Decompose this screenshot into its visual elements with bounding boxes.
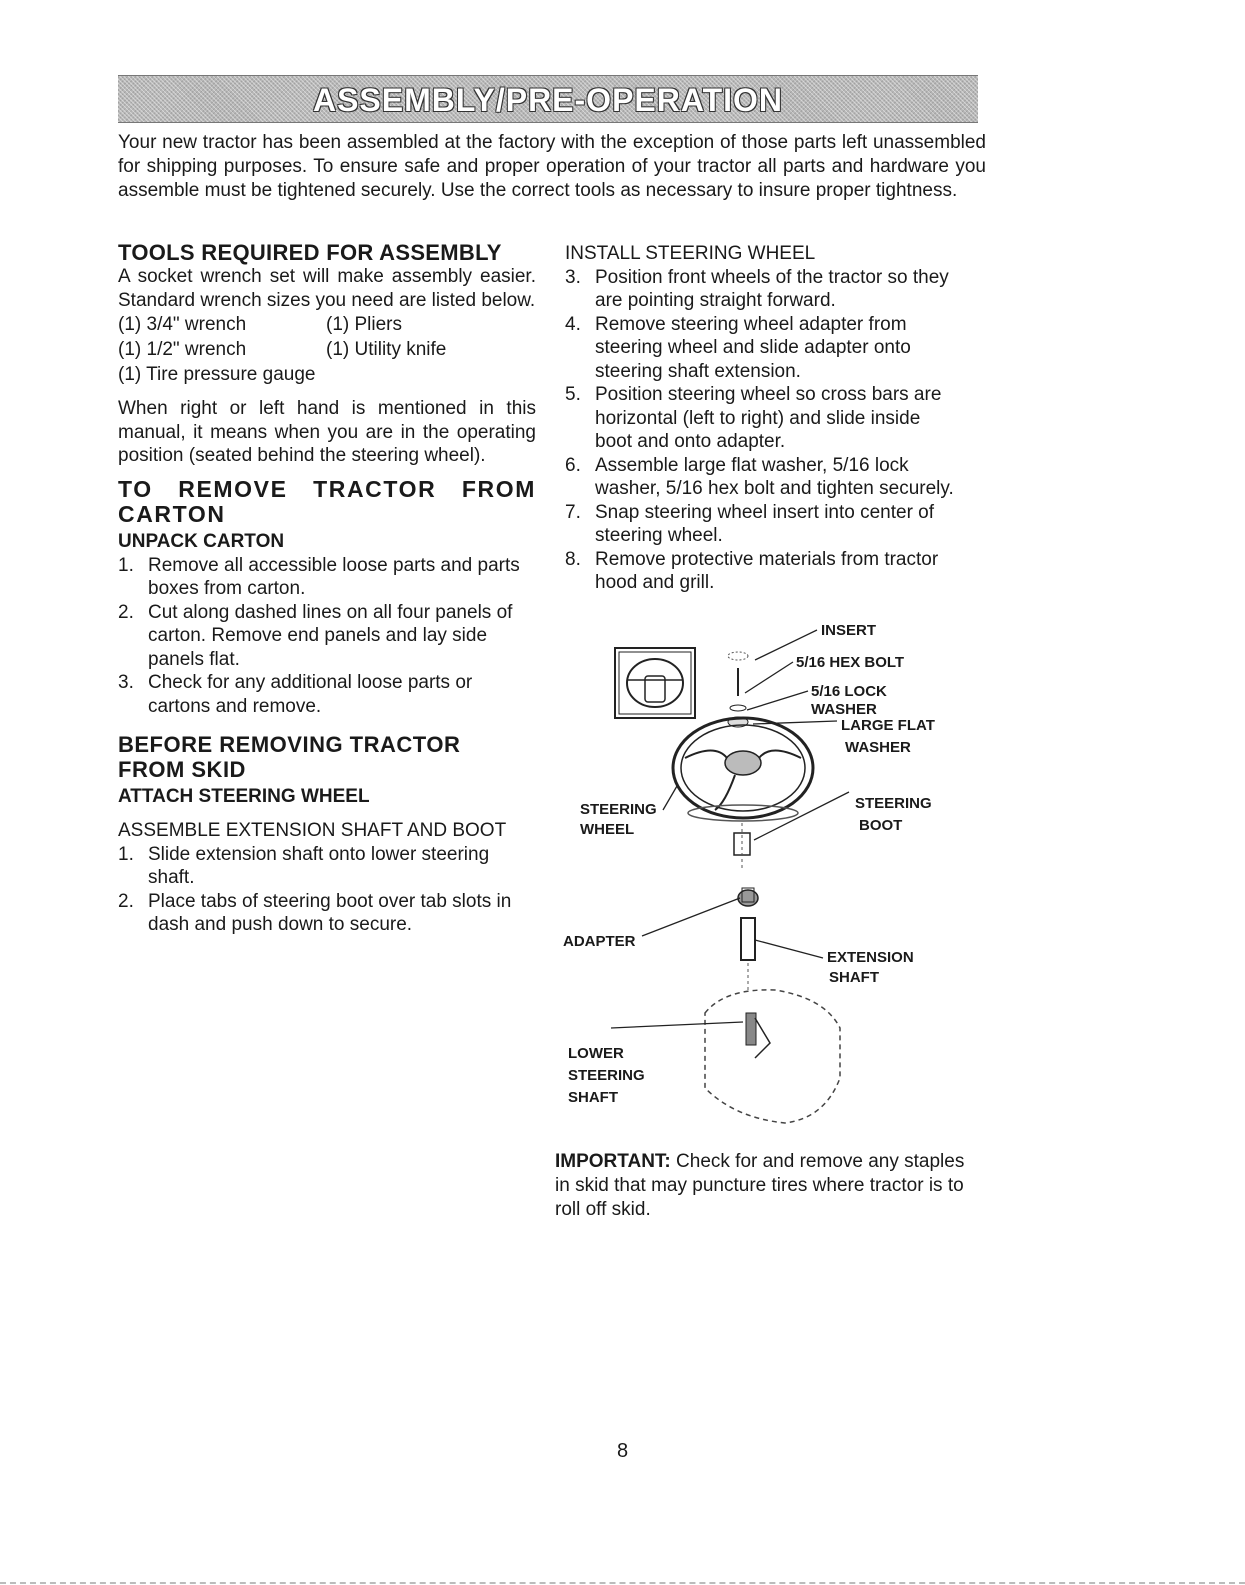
step-number: 2. — [118, 890, 134, 912]
step-text: Position steering wheel so cross bars are horizontal (left to right) and slide inside boot and onto adapter. — [595, 384, 942, 452]
label-lock-washer: 5/16 LOCK — [811, 683, 887, 700]
step-number: 1. — [118, 843, 134, 865]
unpack-subheading: UNPACK CARTON — [118, 530, 285, 552]
tool-item: (1) Pliers — [326, 314, 403, 335]
unpack-steps — [118, 554, 536, 719]
label-lock-washer-2: WASHER — [811, 701, 877, 718]
step-text: Check for any additional loose parts or cartons and remove. — [148, 672, 473, 717]
list-item — [118, 671, 536, 718]
step-number: 8. — [565, 548, 581, 570]
install-heading: INSTALL STEERING WHEEL — [565, 243, 816, 264]
list-item — [565, 266, 960, 313]
tools-list — [118, 312, 536, 387]
hand-note: When right or left hand is mentioned in this manual, it means when you are in the operating position (seated behind the steering wheel). — [118, 398, 536, 466]
step-number: 1. — [118, 554, 134, 576]
steering-wheel-icon — [673, 718, 813, 818]
banner-title: ASSEMBLY/PRE-OPERATION — [312, 82, 784, 118]
tools-heading: TOOLS REQUIRED FOR ASSEMBLY — [118, 240, 502, 265]
tools-text: A socket wrench set will make assembly easier. Standard wrench sizes you need are listed below. — [118, 266, 536, 311]
label-extension-shaft: EXTENSION — [827, 949, 914, 966]
extension-heading: ASSEMBLE EXTENSION SHAFT AND BOOT — [118, 820, 507, 841]
hardware-stack-icon — [728, 652, 748, 727]
list-item — [565, 313, 960, 384]
remove-heading: TO REMOVE TRACTOR FROM CARTON — [118, 475, 536, 527]
step-number: 7. — [565, 501, 581, 523]
list-item — [118, 843, 536, 890]
skid-heading: BEFORE REMOVING TRACTOR FROM SKID — [118, 732, 461, 782]
important-text: Check for and remove any staples in skid that may puncture tires where tractor is to roll off skid. — [555, 1151, 965, 1220]
step-text: Remove all accessible loose parts and parts boxes from carton. — [148, 554, 520, 599]
step-text: Slide extension shaft onto lower steering shaft. — [148, 843, 490, 888]
list-item — [118, 890, 536, 937]
tool-item: (1) 3/4" wrench — [118, 314, 247, 335]
step-number: 6. — [565, 454, 581, 476]
step-text: Snap steering wheel insert into center of steering wheel. — [595, 501, 935, 546]
label-hex-bolt: 5/16 HEX BOLT — [796, 654, 905, 671]
step-number: 3. — [565, 266, 581, 288]
label-lower-shaft-3: SHAFT — [568, 1089, 618, 1106]
list-item — [565, 454, 960, 501]
intro-paragraph: Your new tractor has been assembled at the factory with the exception of those parts left unassembled for shipping purposes. To ensure safe and proper operation of your tractor all parts and hardware you assemble must be tightened securely. Use the correct tools as necessary to insure proper tightness. — [118, 132, 986, 201]
label-steering-boot-2: BOOT — [859, 817, 903, 834]
label-insert: INSERT — [821, 622, 877, 639]
left-column — [118, 240, 536, 937]
list-item — [565, 383, 960, 454]
step-text: Position front wheels of the tractor so they are pointing straight forward. — [595, 266, 949, 311]
important-paragraph — [555, 1150, 975, 1222]
step-number: 3. — [118, 672, 134, 693]
section-banner — [118, 75, 978, 123]
tool-item: (1) Tire pressure gauge — [118, 364, 316, 385]
important-label: IMPORTANT: — [555, 1151, 671, 1172]
tool-item: (1) Utility knife — [326, 339, 447, 360]
step-text: Remove steering wheel adapter from steering wheel and slide adapter onto steering shaft extension. — [595, 313, 911, 382]
steering-boot-icon — [688, 805, 798, 868]
important-note — [555, 1150, 975, 1222]
step-number: 4. — [565, 313, 581, 335]
steering-assembly-diagram — [555, 618, 975, 1138]
bottom-rule — [0, 1582, 1245, 1584]
lower-shaft-icon — [705, 990, 840, 1123]
step-text: Cut along dashed lines on all four panels of carton. Remove end panels and lay side panels flat. — [148, 601, 513, 670]
install-steps — [565, 266, 960, 595]
label-lower-shaft: LOWER — [568, 1045, 624, 1062]
step-text: Place tabs of steering boot over tab slots in dash and push down to secure. — [148, 890, 512, 935]
insert-inset-icon — [615, 648, 695, 718]
step-text: Assemble large flat washer, 5/16 lock washer, 5/16 hex bolt and tighten securely. — [595, 454, 954, 499]
attach-subheading: ATTACH STEERING WHEEL — [118, 786, 370, 807]
list-item — [118, 601, 536, 672]
label-extension-shaft-2: SHAFT — [829, 969, 879, 986]
list-item — [565, 501, 960, 548]
label-adapter: ADAPTER — [563, 933, 636, 950]
label-flat-washer-2: WASHER — [845, 739, 911, 756]
step-number: 5. — [565, 384, 581, 405]
label-lower-shaft-2: STEERING — [568, 1067, 645, 1084]
extension-steps — [118, 843, 536, 937]
page-number: 8 — [616, 1440, 629, 1462]
label-steering-wheel: STEERING — [580, 801, 657, 818]
extension-shaft-icon — [741, 918, 755, 990]
right-column — [565, 242, 985, 595]
label-steering-wheel-2: WHEEL — [580, 821, 635, 838]
step-text: Remove protective materials from tractor hood and grill. — [595, 548, 939, 593]
step-number: 2. — [118, 601, 134, 623]
list-item — [118, 554, 536, 601]
label-flat-washer: LARGE FLAT — [841, 717, 935, 734]
label-steering-boot: STEERING — [855, 795, 932, 812]
tool-item: (1) 1/2" wrench — [118, 339, 247, 360]
list-item — [565, 548, 960, 595]
adapter-icon — [738, 888, 758, 906]
